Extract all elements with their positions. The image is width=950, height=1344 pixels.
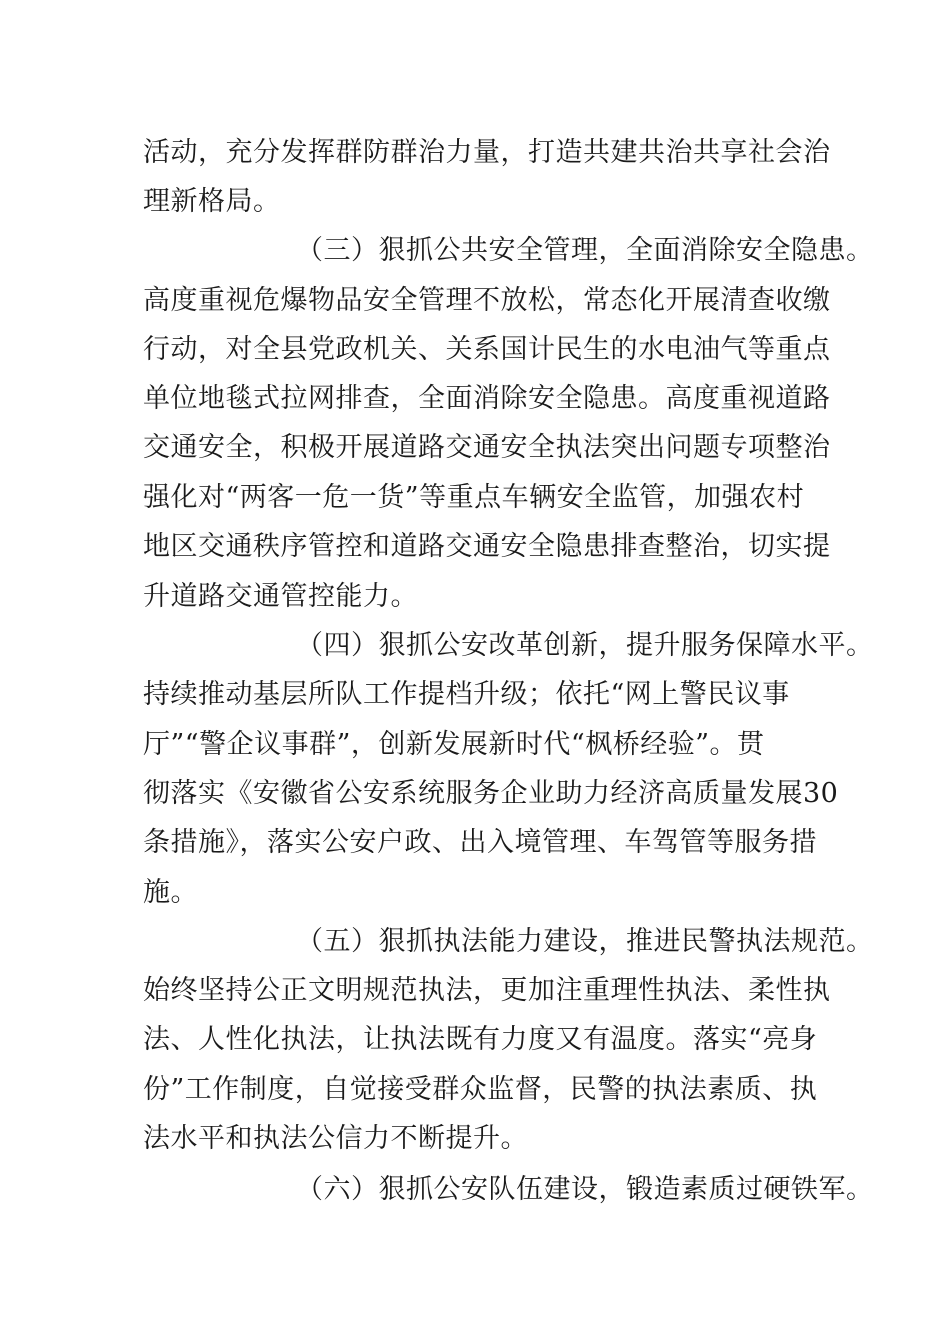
paragraph-line: 条措施》，落实公安户政、出入境管理、车驾管等服务措: [143, 827, 817, 858]
paragraph-line: 份”工作制度，自觉接受群众监督，民警的执法素质、执: [143, 1074, 818, 1105]
paragraph-line: 单位地毯式拉网排查，全面消除安全隐患。高度重视道路: [143, 383, 831, 414]
section-heading-4: （四）狠抓公安改革创新，提升服务保障水平。: [296, 630, 874, 661]
paragraph-line: 法水平和执法公信力不断提升。: [143, 1123, 528, 1154]
section-heading-6: （六）狠抓公安队伍建设，锻造素质过硬铁军。: [296, 1174, 874, 1205]
paragraph-line: 交通安全，积极开展道路交通安全执法突出问题专项整治: [143, 432, 831, 463]
paragraph-line: 强化对“两客一危一货”等重点车辆安全监管，加强农村: [143, 482, 805, 513]
paragraph-line: 彻落实《安徽省公安系统服务企业助力经济高质量发展30: [143, 778, 839, 809]
paragraph-line: 厅”“警企议事群”，创新发展新时代“枫桥经验”。贯: [143, 729, 765, 760]
section-heading-5: （五）狠抓执法能力建设，推进民警执法规范。: [296, 926, 874, 957]
paragraph-line: 活动，充分发挥群防群治力量，打造共建共治共享社会治: [143, 137, 831, 168]
section-heading-3: （三）狠抓公共安全管理，全面消除安全隐患。: [296, 235, 874, 266]
paragraph-line: 持续推动基层所队工作提档升级；依托“网上警民议事: [143, 679, 790, 710]
paragraph-line: 理新格局。: [143, 186, 281, 217]
paragraph-line: 高度重视危爆物品安全管理不放松，常态化开展清查收缴: [143, 285, 831, 316]
paragraph-line: 法、人性化执法，让执法既有力度又有温度。落实“亮身: [143, 1024, 818, 1055]
paragraph-line: 地区交通秩序管控和道路交通安全隐患排查整治，切实提: [143, 531, 831, 562]
paragraph-line: 升道路交通管控能力。: [143, 581, 418, 612]
paragraph-line: 始终坚持公正文明规范执法，更加注重理性执法、柔性执: [143, 975, 831, 1006]
paragraph-line: 施。: [143, 877, 198, 908]
paragraph-line: 行动，对全县党政机关、关系国计民生的水电油气等重点: [143, 334, 831, 365]
